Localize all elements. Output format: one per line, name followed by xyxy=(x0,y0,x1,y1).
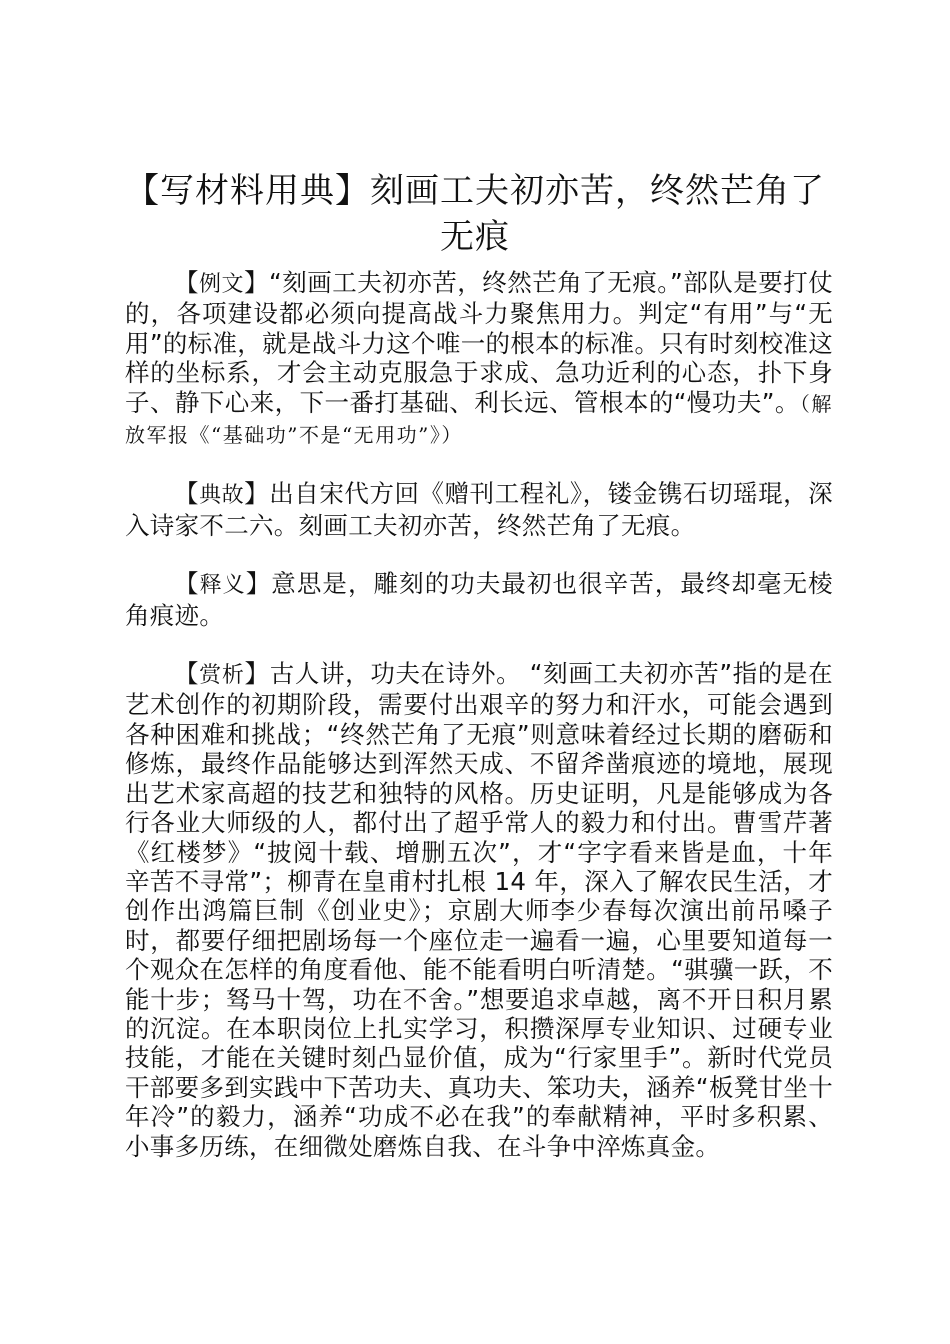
paragraph-meaning xyxy=(125,569,833,630)
paragraph-text: “刻画工夫初亦苦，终然芒角了无痕。”部队是要打仗的，各项建设都必须向提高战斗力聚焦用力。判定“有用”与“无用”的标准，就是战斗力这个唯一的根本的标准。只有时刻校准这样的坐标系，才会主动克服急于求成、急功近利的心态，扑下身子、静下心来，下一番打基础、利长远、管根本的“慢功夫”。 xyxy=(125,268,833,417)
paragraph-text: 古人讲，功夫在诗外。 “刻画工夫初亦苦”指的是在艺术创作的初期阶段，需要付出艰辛的努力和汗水，可能会遇到各种困难和挑战；“终然芒角了无痕”则意味着经过长期的磨砺和修炼，最终作品能够达到浑然天成、不留斧凿痕迹的境地，展现出艺术家高超的技艺和独特的风格。历史证明，凡是能够成为各行各业大师级的人，都付出了超乎常人的毅力和付出。曹雪芹著《红楼梦》“披阅十载、增删五次”，才“字字看来皆是血，十年辛苦不寻常”；柳青在皇甫村扎根 14 年，深入了解农民生活，才创作出鸿篇巨制《创业史》；京剧大师李少春每次演出前吊嗓子时，都要仔细把剧场每一个座位走一遍看一遍，心里要知道每一个观众在怎样的角度看他、能不能看明白听清楚。“骐骥一跃，不能十步；驽马十驾，功在不舍。”想要追求卓越，离不开日积月累的沉淀。在本职岗位上扎实学习，积攒深厚专业知识、过硬专业技能，才能在关键时刻凸显价值，成为“行家里手”。新时代党员干部要多到实践中下苦功夫、真功夫、笨功夫，涵养“板凳甘坐十年冷”的毅力，涵养“功成不必在我”的奉献精神，平时多积累、小事多历练，在细微处磨炼自我、在斗争中淬炼真金。 xyxy=(125,659,833,1161)
paragraph-example xyxy=(125,268,833,450)
section-tag-example: 例文 xyxy=(199,272,245,297)
tag-open-bracket: 【 xyxy=(174,569,200,599)
section-tag-allusion: 典故 xyxy=(199,483,245,509)
document-body xyxy=(125,268,833,1190)
tag-close-bracket: 】 xyxy=(244,659,270,689)
tag-close-bracket: 】 xyxy=(244,479,270,509)
document-title: 【写材料用典】刻画工夫初亦苦，终然芒角了无痕 xyxy=(125,171,825,257)
tag-open-bracket: 【 xyxy=(174,479,200,509)
tag-close-bracket: 】 xyxy=(244,268,270,297)
paragraph-text: 出自宋代方回《赠刊工程礼》，镂金镌石切瑶琨，深入诗家不二六。刻画工夫初亦苦，终然芒角了无痕。 xyxy=(125,479,833,540)
paragraph-appreciation xyxy=(125,659,833,1161)
paragraph-text: 意思是，雕刻的功夫最初也很辛苦，最终却毫无棱角痕迹。 xyxy=(125,569,833,630)
section-tag-meaning: 释义 xyxy=(199,573,246,599)
source-citation: （解放军报《“基础功”不是“无用功”》） xyxy=(125,391,833,448)
paragraph-allusion xyxy=(125,479,833,540)
tag-close-bracket: 】 xyxy=(245,569,272,599)
tag-open-bracket: 【 xyxy=(174,268,200,297)
tag-open-bracket: 【 xyxy=(174,659,200,689)
section-tag-appreciation: 赏析 xyxy=(199,663,245,689)
